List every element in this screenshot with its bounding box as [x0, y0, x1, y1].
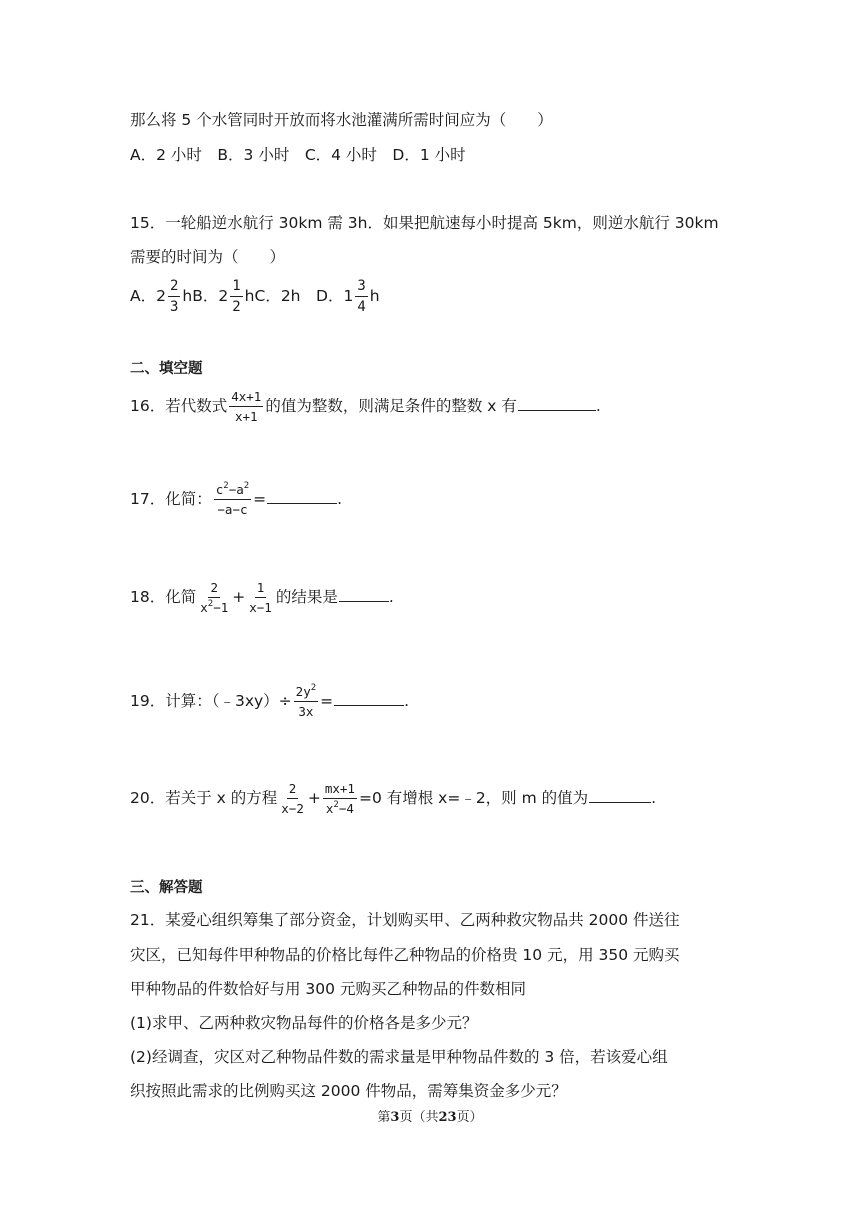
footer-total-pages: 23 [438, 1110, 457, 1125]
fraction-denominator: x−1 [249, 600, 272, 615]
fraction-denominator: 3 [169, 299, 179, 315]
q20-fraction-1 [279, 781, 306, 816]
fraction-denominator: 2 [232, 299, 241, 315]
q20-suffix: =0 有增根 x=﹣2，则 m 的值为 [358, 789, 589, 807]
q18-end: . [388, 588, 394, 606]
fraction-numerator: 3 [355, 278, 367, 297]
q16-end: . [595, 397, 601, 415]
q17 [130, 480, 342, 518]
q20-plus: + [307, 789, 321, 807]
answer-blank[interactable] [589, 786, 651, 803]
q20 [130, 778, 656, 818]
q15-opt-cd-text: hC．2h D．1 [244, 287, 354, 305]
q21-part2-line1: (2)经调查，灾区对乙种物品件数的需求量是甲种物品件数的 3 倍，若该爱心组 [130, 1048, 668, 1066]
q16-suffix: 的值为整数，则满足条件的整数 x 有 [265, 397, 517, 415]
q18-fraction-1 [198, 580, 230, 615]
q15-opt-b-prefix: hB．2 [182, 287, 229, 305]
footer-pre: 第 [377, 1110, 391, 1125]
q20-fraction-2 [323, 781, 357, 816]
q19-fraction [294, 684, 318, 719]
q15-opt-a-prefix: A．2 [130, 287, 166, 305]
fraction-numerator: 4x+1 [229, 389, 263, 407]
q18 [130, 577, 394, 617]
fraction-numerator: 1 [230, 278, 242, 297]
q17-prefix: 17．化简： [130, 490, 212, 508]
q21-line3: 甲种物品的件数恰好与用 300 元购买乙种物品的件数相同 [130, 980, 526, 998]
fraction-denominator: 3x [298, 704, 314, 719]
fraction-numerator: $2y^2$ [294, 684, 318, 702]
q21-part1: (1)求甲、乙两种救灾物品每件的价格各是多少元？ [130, 1014, 478, 1032]
q15-line1: 15．一轮船逆水航行 30km 需 3h．如果把航速每小时提高 5km，则逆水航行 30km [130, 214, 719, 232]
q15-opt-a-fraction [168, 278, 180, 315]
fraction-denominator: x+1 [235, 409, 258, 424]
section-solve-title: 三、解答题 [130, 880, 203, 896]
fraction-numerator: 1 [255, 580, 267, 598]
q15-opt-d-suffix: h [369, 287, 380, 305]
fraction-denominator: 4 [357, 299, 366, 315]
q14-options: A．2 小时 B．3 小时 C．4 小时 D．1 小时 [130, 146, 466, 164]
answer-blank[interactable] [339, 585, 389, 602]
q15-options [130, 278, 380, 315]
page-footer [0, 1106, 860, 1125]
footer-page-number: 3 [390, 1110, 400, 1125]
q17-equals: = [253, 490, 267, 508]
fraction-denominator: $x^2-1$ [200, 599, 229, 615]
q19-end: . [404, 692, 410, 710]
q18-plus: + [232, 588, 246, 606]
fraction-denominator: −a−c [217, 502, 248, 517]
q20-prefix: 20．若关于 x 的方程 [130, 789, 278, 807]
answer-blank[interactable] [334, 689, 404, 706]
q18-prefix: 18．化简 [130, 588, 197, 606]
q15-opt-b-fraction [230, 278, 242, 315]
q17-fraction [214, 482, 251, 517]
q16 [130, 388, 601, 424]
q18-fraction-2 [247, 580, 274, 615]
q20-end: . [651, 789, 657, 807]
fraction-numerator: 2 [168, 278, 180, 297]
q15-opt-d-fraction [355, 278, 367, 315]
q16-fraction [229, 389, 263, 424]
fraction-denominator: x−2 [281, 801, 304, 816]
answer-blank[interactable] [518, 394, 596, 411]
fraction-numerator: 2 [208, 580, 220, 598]
section-fill-in-title: 二、填空题 [130, 361, 203, 377]
q17-end: . [337, 490, 343, 508]
footer-post: 页） [456, 1110, 483, 1125]
q18-suffix: 的结果是 [275, 588, 338, 606]
fraction-numerator: mx+1 [323, 781, 357, 799]
q19-prefix: 19．计算：（﹣3xy）÷ [130, 692, 292, 710]
fraction-numerator: $c^2-a^2$ [214, 482, 251, 500]
q21-line1: 21．某爱心组织筹集了部分资金，计划购买甲、乙两种救灾物品共 2000 件送往 [130, 911, 680, 929]
q14-text: 那么将 5 个水管同时开放而将水池灌满所需时间应为（ ） [130, 111, 553, 129]
q21-part2-line2: 织按照此需求的比例购买这 2000 件物品，需筹集资金多少元？ [130, 1082, 567, 1100]
footer-mid: 页（共 [399, 1110, 439, 1125]
q19-equals: = [320, 692, 334, 710]
q19 [130, 681, 409, 721]
fraction-numerator: 2 [287, 781, 299, 799]
answer-blank[interactable] [267, 487, 337, 504]
q16-prefix: 16．若代数式 [130, 397, 228, 415]
fraction-denominator: $x^2-4$ [325, 800, 354, 816]
q15-line2: 需要的时间为（ ） [130, 248, 286, 266]
q21-line2: 灾区，已知每件甲种物品的价格比每件乙种物品的价格贵 10 元，用 350 元购买 [130, 946, 680, 964]
